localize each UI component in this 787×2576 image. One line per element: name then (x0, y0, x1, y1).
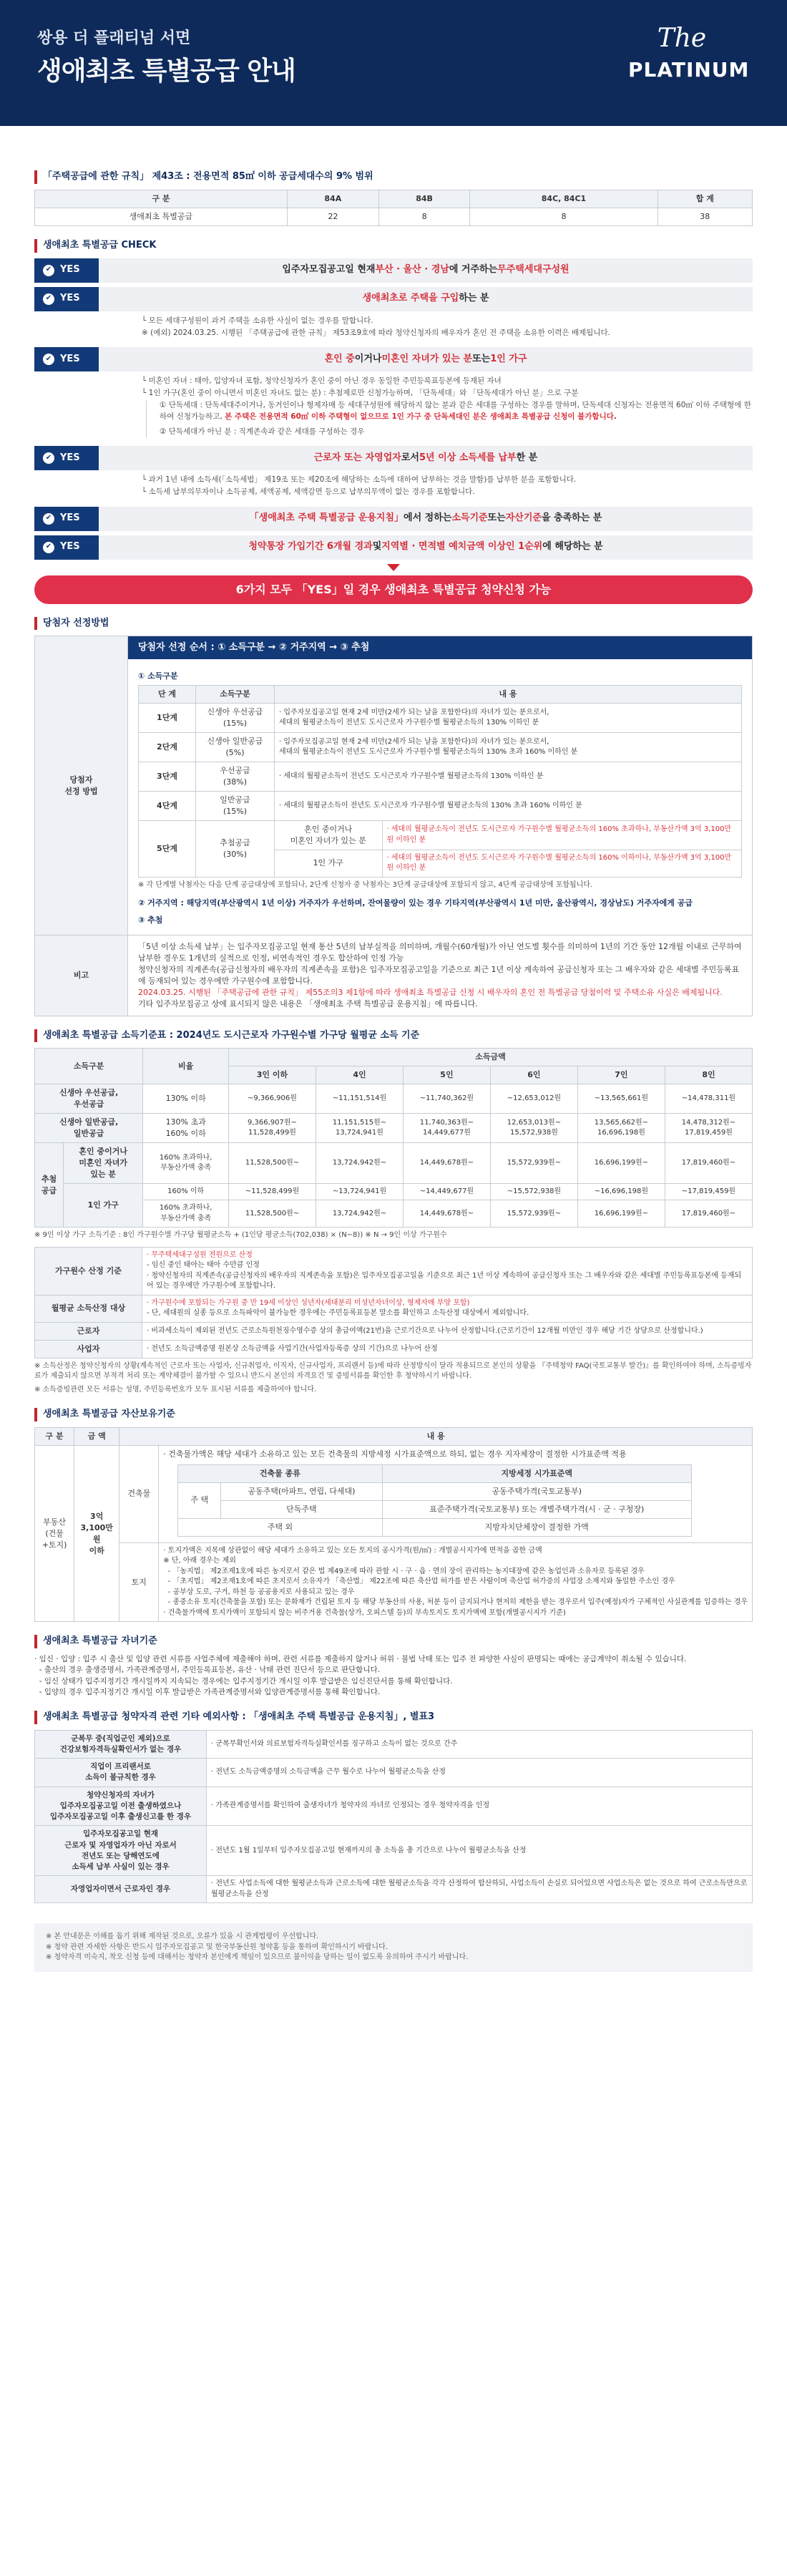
rule-content (142, 1322, 753, 1340)
step-5-label: 5단계 (139, 820, 196, 877)
income-value: ~12,653,012원 (490, 1084, 577, 1114)
check-icon: ✔ (43, 452, 54, 464)
step-text: · 세대의 월평균소득이 전년도 도시근로자 가구원수별 월평균소득의 130% 이하인 분 (275, 762, 742, 792)
land-label: 토지 (119, 1542, 159, 1622)
income-value: 11,740,363원~ 14,449,677원 (403, 1114, 490, 1143)
check-question-6: 청약통장 가입기간 6개월 경과 및 지역별 · 면적별 예치금액 이상인 1순위 에 해당하는 분 (99, 535, 753, 560)
check-question-1: 입주자모집공고일 현재 부산 · 울산 · 경남 에 거주하는 무주택세대구성원 (99, 258, 753, 283)
income-rules-table (34, 1247, 753, 1359)
exception-row (35, 1787, 753, 1826)
income-row-label: 신생아 우선공급, 우선공급 (35, 1084, 143, 1114)
household-size-header: 4인 (316, 1066, 403, 1084)
step-header: 소득구분 (196, 686, 275, 704)
rule-line: · 가구원수에 포함되는 가구원 중 만 19세 이상인 성년자(세대분리 미성년자녀이상, 형제자매 부양 포함) (147, 1298, 470, 1307)
income-amount-header: 소득금액 (228, 1049, 752, 1066)
income-ratio: 160% 초과하나, 부동산가액 충족 (143, 1143, 229, 1184)
supply-header: 84B (378, 190, 470, 208)
step-income: 신생아 일반공급 (5%) (196, 733, 275, 762)
check-section-title: 생애최초 특별공급 CHECK (34, 239, 753, 253)
check-question-3: 혼인 중 이거나 미혼인 자녀가 있는 분 또는 1인 가구 (99, 347, 753, 371)
step-5a-label: 혼인 중이거나 미혼인 자녀가 있는 분 (275, 821, 382, 850)
rule-line: · 비과세소득이 제외된 전년도 근로소득원천징수영수증 상의 총급여액(21번)을 근로기간으로 나누어 산정합니다.(근로기간이 12개월 미만인 경우 해당 기간 상당으로 산정합니다.) (147, 1326, 703, 1335)
remark-label: 비고 (35, 935, 128, 1016)
exception-label: 군복무 중(직업군인 제외)으로 건강보험자격득실확인서가 없는 경우 (35, 1730, 207, 1758)
income-ratio-header: 비율 (143, 1049, 229, 1084)
step-5a-text: · 세대의 월평균소득이 전년도 도시근로자 가구원수별 월평균소득의 160% 초과하나, 부동산가액 3억 3,100만 원 이하인 분 (386, 825, 732, 844)
income-value: 14,478,312원~ 17,819,459원 (665, 1114, 752, 1143)
asset-table: 구 분 금 액 내 용 부동산 (건물+토지) 3억 3,100만원 이하 건축물 · 건축물가액은 해당 세대가 소유하고 있는 모든 건축물의 지방세정 시가표준액으로 하되, 없는 경우 지자체장이 결정한 시가표준액 적용 건축물 종류 지방세정 시가표준액 주 택 공동주택(아파트, 연립, 다세대) 공동주택가격(국토교통부) 단독주택 표준주택가격(국토교통부) 또는 개별주택가격(시 · 군 · 구청장) 주택 외 지방자치단체장이 결정한 가액 토지 · 토지가액은 지목에 상관없이 해당 세대가 소유하고 있는 모든 토지의 공시가격(원/㎡) : 개별공시지가에 면적을 곱한 금액 ※ 단, 아래 경우는 제외 - 「농지법」 제2조제1호에 따른 농지로서 같은 법 제49조에 따라 관할 시 · 구 · 읍 · 면의 장이 관리하는 농지대장에 같은 농업인과 소유자로 등록된 경우 - 「초지법」 제2조제1호에 따른 초지로서 소유자가 「축산법」 제22조에 따른 축산업 허가를 받은 사람이며 축산업 허가증의 사업장 소재지와 동일한 주소인 경우 - 공부상 도로, 구거, 하천 등 공공용지로 사용되고 있는 경우 - 종중소유 토지(건축물을 포함) 또는 문화재가 건립된 토지 등 해당 부동산의 사용, 처분 등이 금지되거나 현저히 제한을 받는 경우로서 입주(예정)자가 구체적인 사실관계를 입증하는 경우 · 건축물가액에 토지가액이 포함되지 않는 비주거용 건축물(상가, 오피스텔 등)의 부속토지도 토지가액에 포함(개별공시지가 기준) (34, 1427, 753, 1622)
income-value: ~9,366,906원 (228, 1084, 316, 1114)
rule-label: 월평균 소득산정 대상 (35, 1295, 142, 1322)
land-line: - 「농지법」 제2조제1호에 따른 농지로서 같은 법 제49조에 따라 관할 시 · 구 · 읍 · 면의 장이 관리하는 농지대장에 같은 농업인과 소유자로 등록된 경우 (163, 1567, 645, 1575)
income-value: 11,151,515원~ 13,724,941원 (316, 1114, 403, 1143)
income-ratio: 160% 초과하나, 부동산가액 충족 (143, 1200, 229, 1228)
income-note-2: ※ 소득증빙관련 모든 서류는 성명, 주민등록번호가 모두 표시된 서류를 제출하여야 합니다. (34, 1385, 317, 1394)
check-icon: ✔ (43, 293, 54, 305)
rule-label: 가구원수 산정 기준 (35, 1247, 142, 1295)
rule-line: · 청약신청자의 직계존속(공급신청자의 배우자의 직계존속을 포함)은 입주자모집공고일을 기준으로 최근 1년 이상 계속하여 공급신청자 또는 그 배우자와 같은 세대별 주민등록표등본에 등재되어 있는 경우에만 가구원수에 포함합니다. (147, 1271, 742, 1291)
income-value: ~16,696,198원 (577, 1183, 665, 1200)
land-line: · 건축물가액에 토지가액이 포함되지 않는 비주거용 건축물(상가, 오피스텔 등)의 부속토지도 토지가액에 포함(개별공시지가 기준) (163, 1608, 566, 1617)
exception-row (35, 1759, 753, 1787)
lottery-label: 추첨 공급 (35, 1143, 64, 1228)
method-section-title: 당첨자 선정방법 (34, 617, 753, 631)
land-line: - 종중소유 토지(건축물을 포함) 또는 문화재가 건립된 토지 등 해당 부동산의 사용, 처분 등이 금지되거나 현저히 제한을 받는 경우로서 입주(예정)자가 구체적인 사실관계를 입증하는 경우 (163, 1598, 748, 1607)
income-row (35, 1200, 753, 1228)
step-note: ※ 각 단계별 낙첨자는 다음 단계 공급대상에 포함되나, 2단계 신청자 중 낙첨자는 3단계 공급대상에 포함되지 않고, 4단계 공급대상에 포함됩니다. (138, 880, 593, 889)
rule-line: · 무주택세대구성원 전원으로 산정 (147, 1250, 253, 1259)
exception-content: · 군복무확인서와 의료보험자격득실확인서를 징구하고 소득이 없는 것으로 간주 (207, 1730, 753, 1758)
yes-badge: ✔ YES (34, 507, 99, 531)
land-content (159, 1542, 753, 1622)
footer-line: ※ 청약자격 미숙지, 착오 신청 등에 대해서는 청약자 본인에게 책임이 있으므로 불이익을 당하는 일이 없도록 유의하여 주시기 바랍니다. (46, 1953, 469, 1962)
household-size-header: 6인 (490, 1066, 577, 1084)
region-heading: ② 거주지역 : 해당지역(부산광역시 1년 이상) 거주자가 우선하며, 잔여물량이 있는 경우 기타지역(부산광역시 1년 미만, 울산광역시, 경상남도) 거주자에게 공급 (138, 898, 693, 908)
yes-badge: ✔ YES (34, 258, 99, 283)
child-line: - 출산의 경우 출생증명서, 가족관계증명서, 주민등록표등본, 유산 · 낙태 관련 진단서 등으로 판단합니다. (34, 1666, 381, 1675)
check-notes-3: └ 미혼인 자녀 : 태아, 입양자녀 포함, 청약신청자가 혼인 중이 아닌 경우 동일한 주민등록표등본에 등재된 자녀 └ 1인 가구(혼인 중이 아니면서 미혼인 자녀도 없는 분) : 추첨제로만 신청가능하며, 「단독세대」와 「단독세대가 아닌 분」으로 구분 ① 단독세대 : 단독세대주이거나, 동거인이나 형제자매 등 세대구성원에 해당하지 않는 분과 같은 세대를 구성하는 경우를 말하며, 단독세대 신청자는 전용면적 60㎡ 이하 주택형에 한하여 신청가능하고, 본 주택은 전용면적 60㎡ 이하 주택형이 없으므로 1인 가구 중 단독세대인 분은 생애최초 특별공급 신청이 불가합니다. ② 단독세대가 아닌 분 : 직계존속과 같은 세대를 구성하는 경우 (34, 371, 753, 442)
supply-header: 84A (287, 190, 378, 208)
rule-line: - 임신 중인 태아는 태아 수만큼 인정 (147, 1261, 260, 1270)
arrow-down-icon (387, 564, 400, 571)
income-value: ~14,478,311원 (665, 1084, 752, 1114)
land-line: - 「초지법」 제2조제1호에 따른 초지로서 소유자가 「축산법」 제22조에 따른 축산업 허가를 받은 사람이며 축산업 허가증의 사업장 소재지와 동일한 주소인 경우 (163, 1578, 675, 1586)
exception-content: · 전년도 사업소득에 대한 월평균소득과 근로소득에 대한 월평균소득을 각각 산정하여 합산하되, 사업소득이 손실로 되어있으면 사업소득은 없는 것으로 하여 근로소득만으로 월평균소득을 산정 (207, 1876, 753, 1903)
building-label: 건축물 (119, 1446, 159, 1543)
income-table (34, 1048, 753, 1228)
lottery-heading: ③ 추첨 (138, 915, 163, 925)
exception-row (35, 1876, 753, 1903)
step-label: 4단계 (139, 791, 196, 820)
check-row-6 (34, 535, 753, 560)
income-header-row (35, 1049, 753, 1066)
child-line: - 임신 상태가 입주지정기간 개시일까지 지속되는 경우에는 입주지정기간 개시일 이후 발급받은 임신진단서를 통해 확인합니다. (34, 1676, 453, 1686)
check-row-4 (34, 446, 753, 470)
step-row (139, 704, 742, 733)
rule-content (142, 1340, 753, 1358)
hero-banner (0, 0, 787, 126)
step-text: · 입주자모집공고일 현재 2세 미만(2세가 되는 날을 포함한다)의 자녀가 있는 분으로서, 세대의 월평균소득이 전년도 도시근로자 가구원수별 월평균소득의 130% 이하인 분 (275, 704, 742, 733)
income-value: 13,724,942원~ (316, 1200, 403, 1228)
income-value: ~11,151,514원 (316, 1084, 403, 1114)
building-content: · 건축물가액은 해당 세대가 소유하고 있는 모든 건축물의 지방세정 시가표준액으로 하되, 없는 경우 지자체장이 결정한 시가표준액 적용 건축물 종류 지방세정 시가표준액 주 택 공동주택(아파트, 연립, 다세대) 공동주택가격(국토교통부) 단독주택 표준주택가격(국토교통부) 또는 개별주택가격(시 · 군 · 구청장) 주택 외 지방자치단체장이 결정한 가액 (159, 1446, 753, 1543)
step-label: 3단계 (139, 762, 196, 792)
complex-name: 쌍용 더 플래티넘 서면 (37, 29, 191, 47)
income-value: 17,819,460원~ (665, 1143, 752, 1184)
rule-line: · 전년도 소득금액증명 원본상 소득금액을 사업기간(사업자등록증 상의 기간)으로 나누어 산정 (147, 1344, 438, 1353)
exception-content: · 전년도 1월 1일부터 입주자모집공고일 현재까지의 총 소득을 총 기간으로 나누어 월평균소득을 산정 (207, 1826, 753, 1876)
land-line: · 토지가액은 지목에 상관없이 해당 세대가 소유하고 있는 모든 토지의 공시가격(원/㎡) : 개별공시지가에 면적을 곱한 금액 (163, 1546, 542, 1555)
household-size-header: 5인 (403, 1066, 490, 1084)
rule-row (35, 1295, 753, 1322)
supply-cell: 생애최초 특별공급 (35, 208, 288, 225)
rule-line: - 단, 세대원의 실종 등으로 소득파악이 불가능한 경우에는 주민등록표등본 말소를 확인하고 소득산정 대상에서 제외합니다. (147, 1309, 529, 1318)
yes-badge: ✔ YES (34, 347, 99, 371)
income-value: 14,449,678원~ (403, 1143, 490, 1184)
order-bar: 당첨자 선정 순서 : ① 소득구분 → ② 거주지역 → ③ 추첨 (128, 636, 752, 659)
exception-table (34, 1730, 753, 1903)
income-gubun-header: 소득구분 (35, 1049, 143, 1084)
step-income: 우선공급 (38%) (196, 762, 275, 792)
page-title: 생애최초 특별공급 안내 (37, 57, 295, 86)
exception-label: 자영업자이면서 근로자인 경우 (35, 1876, 207, 1903)
income-value: ~15,572,938원 (490, 1183, 577, 1200)
income-value: 11,528,500원~ (228, 1200, 316, 1228)
rule-row (35, 1247, 753, 1295)
building-price-table: 건축물 종류 지방세정 시가표준액 주 택 공동주택(아파트, 연립, 다세대) 공동주택가격(국토교통부) 단독주택 표준주택가격(국토교통부) 또는 개별주택가격(시 · 군 · 구청장) 주택 외 지방자치단체장이 결정한 가액 (177, 1464, 692, 1537)
brand-logo (628, 24, 750, 85)
supply-header: 합 계 (658, 190, 752, 208)
income-row (35, 1143, 753, 1184)
income-row (35, 1183, 753, 1200)
step-row (139, 733, 742, 762)
step-row (139, 762, 742, 792)
logo-the: The (657, 24, 707, 53)
rule-row (35, 1340, 753, 1358)
income-value: 13,565,662원~ 16,696,198원 (577, 1114, 665, 1143)
income-note-1: ※ 소득산정은 청약신청자의 상황(계속적인 근로자 또는 사업자, 신규취업자, 이직자, 신규사업자, 프리랜서 등)에 따라 산정방식이 달라 적용되므로 본인의 상황을 『주택청약 FAQ(국토교통부 발간)』를 확인하여야 하며, 소득증빙자료가 제출되지 않으면 부적격 처리 또는 계약체결이 불가할 수 있으니 반드시 본인의 자격요건 및 증빙서류를 확인한 후 청약하시기 바랍니다. (34, 1361, 752, 1381)
supply-cell: 8 (470, 208, 658, 225)
yes-badge: ✔ YES (34, 287, 99, 311)
supply-cell: 8 (378, 208, 470, 225)
income-value: 17,819,460원~ (665, 1200, 752, 1228)
check-notes-4: └ 과거 1년 내에 소득세(「소득세법」 제19조 또는 제20조에 해당하는 소득에 대하여 납부하는 것을 말함)를 납부한 분을 포함합니다. └ 소득세 납부의무자이나 소득공제, 세액공제, 세액감면 등으로 납부의무액이 없는 경우를 포함합니다. (142, 475, 577, 497)
rule-label: 사업자 (35, 1340, 142, 1358)
supply-cell: 22 (287, 208, 378, 225)
household-size-header: 7인 (577, 1066, 665, 1084)
check-row-1 (34, 258, 753, 283)
income-value: ~11,528,499원 (228, 1183, 316, 1200)
step-income: 신생아 우선공급 (15%) (196, 704, 275, 733)
supply-header: 84C, 84C1 (470, 190, 658, 208)
income-step-heading: ① 소득구분 (138, 671, 178, 681)
check-row-2 (34, 287, 753, 311)
check-icon: ✔ (43, 513, 54, 525)
income-row (35, 1114, 753, 1143)
exception-label: 청약신청자의 자녀가 입주자모집공고일 이전 출생하였으나 입주자모집공고일 이후 출생신고를 한 경우 (35, 1787, 207, 1826)
asset-amount: 3억 3,100만원 이하 (74, 1446, 119, 1622)
income-value: 14,449,678원~ (403, 1200, 490, 1228)
check-row-3 (34, 347, 753, 371)
income-value: 9,366,907원~ 11,528,499원 (228, 1114, 316, 1143)
check-icon: ✔ (43, 354, 54, 365)
supply-cell: 38 (658, 208, 752, 225)
asset-section-title: 생애최초 특별공급 자산보유기준 (34, 1408, 753, 1421)
supply-header: 구 분 (35, 190, 288, 208)
exception-row (35, 1730, 753, 1758)
step-income: 일반공급 (15%) (196, 791, 275, 820)
check-icon: ✔ (43, 542, 54, 553)
footer-line: ※ 청약 관련 자세한 사항은 반드시 입주자모집공고 및 한국부동산원 청약홈 등을 통하여 확인하시기 바랍니다. (46, 1943, 388, 1951)
check-question-4: 근로자 또는 자영업자 로서 5년 이상 소득세를 납부 한 분 (99, 446, 753, 470)
child-section-title: 생애최초 특별공급 자녀기준 (34, 1635, 753, 1648)
income-value: ~14,449,677원 (403, 1183, 490, 1200)
exception-row (35, 1826, 753, 1876)
income-ratio: 130% 이하 (143, 1084, 229, 1114)
supply-table (34, 190, 753, 226)
rule-content (142, 1295, 753, 1322)
yes-badge: ✔ YES (34, 535, 99, 560)
step-5b-label: 1인 가구 (275, 850, 382, 877)
remark-list: 「5년 이상 소득세 납부」는 입주자모집공고일 현재 통산 5년의 납부실적을 의미하며, 개월수(60개월)가 아닌 연도별 횟수를 의미하여 1년의 기간 동안 12개월 이내로 근무하여 납부한 경우도 1개년의 실적으로 인정, 비연속적인 경우도 합산하여 인정 가능 청약신청자의 직계존속(공급신청자의 배우자의 직계존속을 포함)은 입주자모집공고일을 기준으로 최근 1년 이상 계속하여 공급신청자 또는 그 배우자와 같은 세대별 주민등록표에 등재되어 있는 경우에만 가구원수에 포함합니다. 2024.03.25. 시행된 「주택공급에 관한 규칙」 제55조의3 제1항에 따라 생애최초 특별공급 신청 시 배우자의 혼인 전 특별공급 당첨이력 및 주택소유 사실은 배제됩니다. 기타 입주자모집공고 상에 표시되지 않은 내용은 「생애최초 주택 특별공급 운용지침」에 따릅니다. (128, 935, 753, 1016)
land-line: ※ 단, 아래 경우는 제외 (163, 1557, 236, 1565)
check-row-5 (34, 507, 753, 531)
eligibility-banner: 6가지 모두 「YES」일 경우 생애최초 특별공급 청약신청 가능 (34, 575, 753, 604)
income-ratio: 130% 초과 160% 이하 (143, 1114, 229, 1143)
step-label: 1단계 (139, 704, 196, 733)
step-text: · 세대의 월평균소득이 전년도 도시근로자 가구원수별 월평균소득의 130% 초과 160% 이하인 분 (275, 791, 742, 820)
income-row-label: 신생아 일반공급, 일반공급 (35, 1114, 143, 1143)
supply-section-title: 「주택공급에 관한 규칙」 제43조 : 전용면적 85㎡ 이하 공급세대수의 9% 범위 (34, 170, 753, 184)
asset-type: 부동산 (건물+토지) (35, 1446, 74, 1622)
step-row (139, 791, 742, 820)
method-table (34, 636, 753, 1016)
household-size-header: 3인 이하 (228, 1066, 316, 1084)
income-step-table (138, 685, 742, 877)
exception-content: · 가족관계증명서를 확인하여 출생자녀가 청약자의 자녀로 인정되는 경우 청약자격을 인정 (207, 1787, 753, 1826)
step-header: 단 계 (139, 686, 196, 704)
exception-label: 입주자모집공고일 현재 근로자 및 자영업자가 아닌 자로서 전년도 또는 당해연도에 소득세 납부 사실이 있는 경우 (35, 1826, 207, 1876)
check-icon: ✔ (43, 265, 54, 276)
lottery-married-label: 혼인 중이거나 미혼인 자녀가 있는 분 (64, 1143, 143, 1184)
income-value: ~13,565,661원 (577, 1084, 665, 1114)
income-value: 16,696,199원~ (577, 1143, 665, 1184)
land-line: - 공부상 도로, 구거, 하천 등 공공용지로 사용되고 있는 경우 (163, 1588, 355, 1596)
income-value: 16,696,199원~ (577, 1200, 665, 1228)
rule-content (142, 1247, 753, 1295)
method-left-label: 당첨자 선정 방법 (35, 636, 128, 935)
income-value: ~13,724,941원 (316, 1183, 403, 1200)
income-value: 15,572,939원~ (490, 1143, 577, 1184)
check-notes-2: └ 모든 세대구성원이 과거 주택을 소유한 사실이 없는 경우를 말합니다. ※ (예외) 2024.03.25. 시행된 「주택공급에 관한 규칙」 제53조9호에 따라 청약신청자의 배우자가 혼인 전 주택을 소유한 이력은 배제됩니다. (142, 316, 610, 337)
exception-label: 직업이 프리랜서로 소득이 불규칙한 경우 (35, 1759, 207, 1787)
rule-row (35, 1322, 753, 1340)
lottery-single-label: 1인 가구 (64, 1183, 143, 1228)
check-question-5: 「생애최초 주택 특별공급 운용지침」 에서 정하는 소득기준 또는 자산기준 을 충족하는 분 (99, 507, 753, 531)
child-rules (34, 1654, 753, 1698)
step-text: · 입주자모집공고일 현재 2세 미만(2세가 되는 날을 포함한다)의 자녀가 있는 분으로서, 세대의 월평균소득이 전년도 도시근로자 가구원수별 월평균소득의 130% 초과 160% 이하인 분 (275, 733, 742, 762)
child-line: · 임신 · 입양 : 입주 시 출산 및 입양 관련 서류를 사업주체에 제출해야 하며, 관련 서류를 제출하지 않거나 허위 · 불법 낙태 또는 입주 전 파양한 사실이 판명되는 때에는 공급계약이 취소될 수 있습니다. (34, 1655, 687, 1664)
exception-content: · 전년도 소득금액증명의 소득금액을 근무 월수로 나누어 월평균소득을 산정 (207, 1759, 753, 1787)
step-header: 내 용 (275, 686, 742, 704)
income-note: ※ 9인 이상 가구 소득기준 : 8인 가구원수별 가구당 월평균소득 + (1인당 평균소득(702,038) × (N−8)) ※ N → 9인 이상 가구원수 (34, 1231, 447, 1240)
yes-badge: ✔ YES (34, 446, 99, 470)
income-value: 12,653,013원~ 15,572,938원 (490, 1114, 577, 1143)
footer-notes (34, 1923, 753, 1972)
step-label: 2단계 (139, 733, 196, 762)
exception-section-title: 생애최초 특별공급 청약자격 관련 기타 예외사항 : 「생애최초 주택 특별공급 운용지침」, 별표3 (34, 1711, 753, 1724)
child-line: - 입양의 경우 입주지정기간 개시일 이후 발급받은 가족관계증명서와 입양관계증명서를 통해 확인합니다. (34, 1687, 381, 1696)
income-value: 11,528,500원~ (228, 1143, 316, 1184)
footer-line: ※ 본 안내문은 이해를 돕기 위해 제작된 것으로, 오류가 있을 시 관계법령이 우선합니다. (46, 1933, 319, 1941)
income-section-title: 생애최초 특별공급 소득기준표 : 2024년도 도시근로자 가구원수별 가구당 월평균 소득 기준 (34, 1029, 753, 1043)
income-value: ~17,819,459원 (665, 1183, 752, 1200)
rule-label: 근로자 (35, 1322, 142, 1340)
income-value: ~11,740,362원 (403, 1084, 490, 1114)
income-value: 15,572,939원~ (490, 1200, 577, 1228)
income-value: 13,724,942원~ (316, 1143, 403, 1184)
step-5-income: 추첨공급 (30%) (196, 820, 275, 877)
income-ratio: 160% 이하 (143, 1183, 229, 1200)
household-size-header: 8인 (665, 1066, 752, 1084)
logo-name: PLATINUM (628, 58, 750, 82)
income-row (35, 1084, 753, 1114)
step-5b-text: · 세대의 월평균소득이 전년도 도시근로자 가구원수별 월평균소득의 160% 이하이나, 부동산가액 3억 3,100만 원 이하인 분 (386, 853, 732, 873)
check-question-2: 생애최초로 주택을 구입 하는 분 (99, 287, 753, 311)
